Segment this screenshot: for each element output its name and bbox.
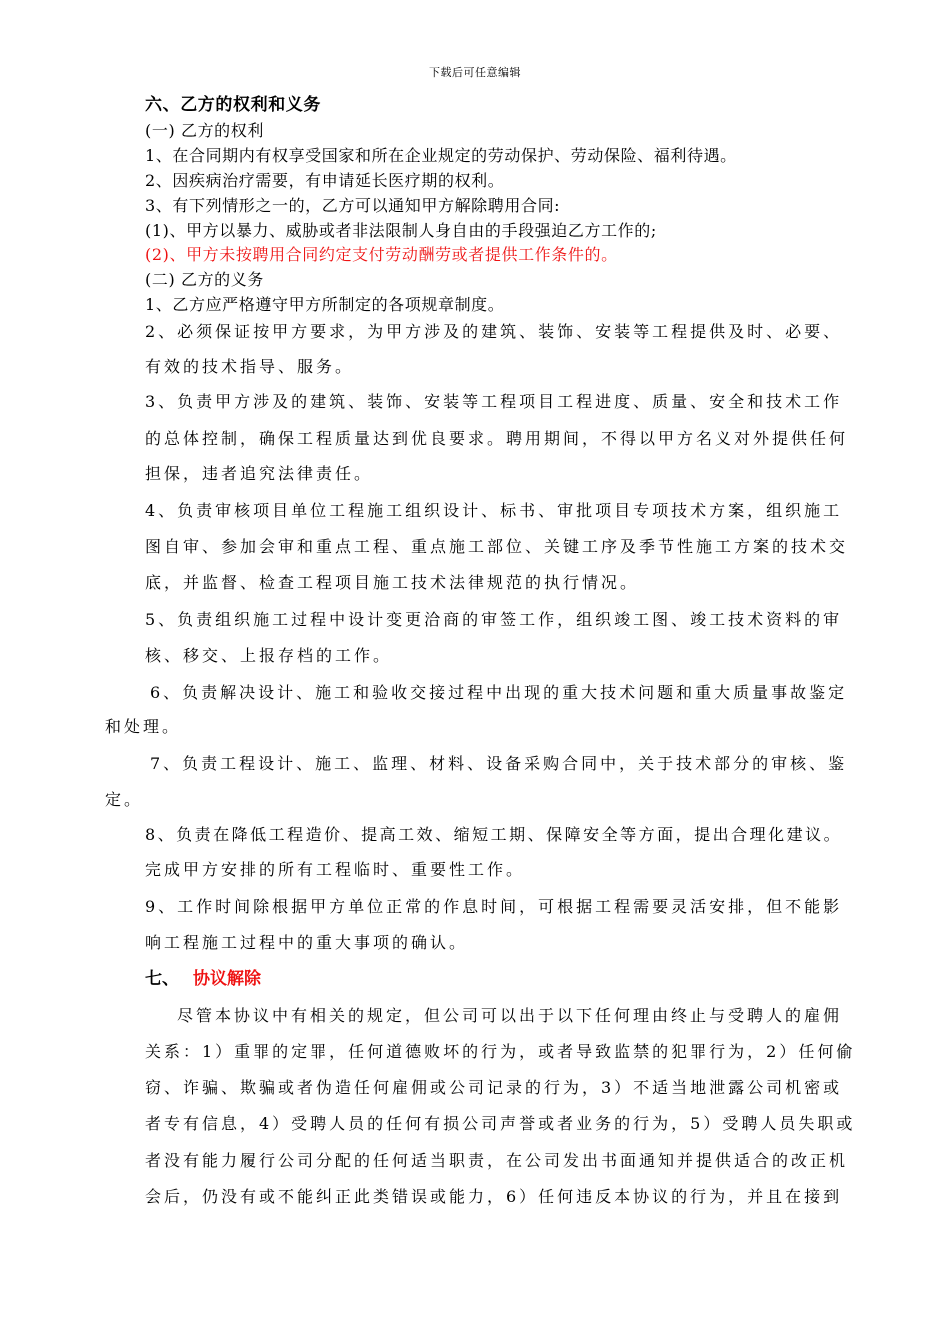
duty-item-3-line-2: 的总体控制，确保工程质量达到优良要求。聘用期间，不得以甲方名义对外提供任何 <box>145 429 849 448</box>
termination-paragraph-line-6: 会后，仍没有或不能纠正此类错误或能力，6）任何违反本协议的行为，并且在接到 <box>145 1187 843 1206</box>
duty-item-5-line-1: 5、负责组织施工过程中设计变更洽商的审签工作，组织竣工图、竣工技术资料的审 <box>145 610 843 629</box>
duty-item-4-line-3: 底，并监督、检查工程项目施工技术法律规范的执行情况。 <box>145 573 640 592</box>
duty-item-6-line-2: 和处理。 <box>105 717 182 736</box>
duty-item-9-line-2: 响工程施工过程中的重大事项的确认。 <box>145 933 469 952</box>
duty-item-3-line-3: 担保，违者追究法律责任。 <box>145 464 374 483</box>
rights-item-1: 1、在合同期内有权享受国家和所在企业规定的劳动保护、劳动保险、福利待遇。 <box>145 146 737 165</box>
termination-paragraph-line-1: 尽管本协议中有相关的规定，但公司可以出于以下任何理由终止与受聘人的雇佣 <box>177 1006 843 1025</box>
termination-paragraph-line-4: 者专有信息，4）受聘人员的任何有损公司声誉或者业务的行为，5）受聘人员失职或 <box>145 1114 856 1133</box>
rights-item-3-sub-2: (2)、甲方未按聘用合同约定支付劳动酬劳或者提供工作条件的。 <box>145 245 618 264</box>
duty-item-6-line-1: 6、负责解决设计、施工和验收交接过程中出现的重大技术问题和重大质量事故鉴定 <box>150 683 848 702</box>
duty-item-2-line-1: 2、必须保证按甲方要求，为甲方涉及的建筑、装饰、安装等工程提供及时、必要、 <box>145 322 843 341</box>
section-six-heading: 六、乙方的权利和义务 <box>145 95 321 115</box>
termination-paragraph-line-3: 窃、诈骗、欺骗或者伪造任何雇佣或公司记录的行为，3）不适当地泄露公司机密或 <box>145 1078 843 1097</box>
duty-item-5-line-2: 核、移交、上报存档的工作。 <box>145 646 393 665</box>
subsection-one-heading: (一) 乙方的权利 <box>145 121 264 140</box>
duty-item-9-line-1: 9、工作时间除根据甲方单位正常的作息时间，可根据工程需要灵活安排，但不能影 <box>145 897 843 916</box>
duty-item-8-line-1: 8、负责在降低工程造价、提高工效、缩短工期、保障安全等方面，提出合理化建议。 <box>145 825 843 844</box>
termination-paragraph-line-5: 者没有能力履行公司分配的任何适当职责，在公司发出书面通知并提供适合的改正机 <box>145 1151 849 1170</box>
duty-item-2-line-2: 有效的技术指导、服务。 <box>145 357 355 376</box>
termination-paragraph-line-2: 关系：1）重罪的定罪，任何道德败坏的行为，或者导致监禁的犯罪行为，2）任何偷 <box>145 1042 856 1061</box>
duty-item-3-line-1: 3、负责甲方涉及的建筑、装饰、安装等工程项目工程进度、质量、安全和技术工作 <box>145 392 843 411</box>
duty-item-8-line-2: 完成甲方安排的所有工程临时、重要性工作。 <box>145 860 526 879</box>
duty-item-4-line-2: 图自审、参加会审和重点工程、重点施工部位、关键工序及季节性施工方案的技术交 <box>145 537 849 556</box>
rights-item-2: 2、因疾病治疗需要，有申请延长医疗期的权利。 <box>145 171 505 190</box>
rights-item-3-sub-1: (1)、甲方以暴力、威胁或者非法限制人身自由的手段强迫乙方工作的; <box>145 221 657 240</box>
duty-item-7-line-1: 7、负责工程设计、施工、监理、材料、设备采购合同中，关于技术部分的审核、鉴 <box>150 754 848 773</box>
subsection-two-heading: (二) 乙方的义务 <box>145 270 264 289</box>
duty-item-1: 1、乙方应严格遵守甲方所制定的各项规章制度。 <box>145 295 505 314</box>
duty-item-7-line-2: 定。 <box>105 790 144 809</box>
rights-item-3: 3、有下列情形之一的，乙方可以通知甲方解除聘用合同: <box>145 196 561 215</box>
section-seven-title: 协议解除 <box>193 969 261 989</box>
section-seven-number: 七、 <box>145 969 179 989</box>
duty-item-4-line-1: 4、负责审核项目单位工程施工组织设计、标书、审批项目专项技术方案，组织施工 <box>145 501 843 520</box>
page-header: 下载后可任意编辑 <box>429 66 521 79</box>
